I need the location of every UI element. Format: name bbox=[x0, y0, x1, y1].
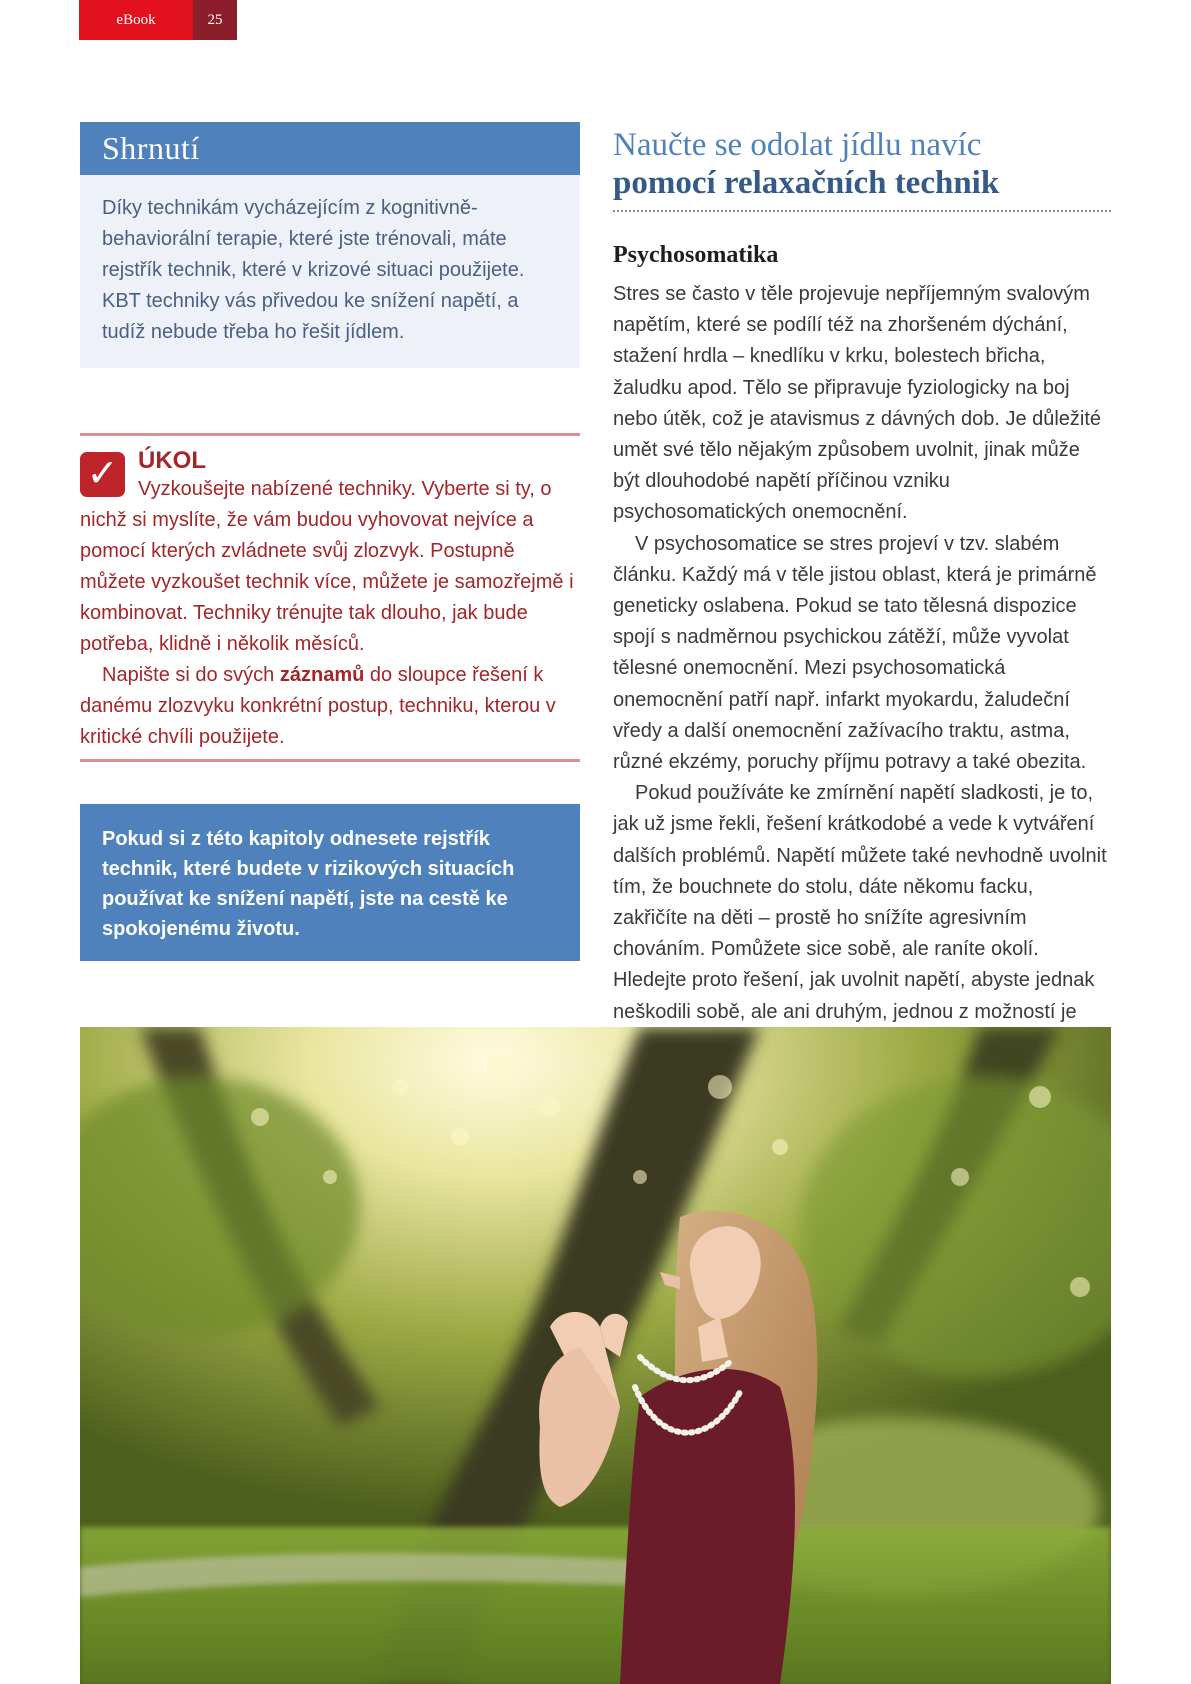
summary-box bbox=[80, 122, 580, 368]
photo-woman-meditating bbox=[80, 1027, 1111, 1684]
page-header bbox=[79, 0, 237, 40]
summary-text: Díky technikám vycházejícím z kognitivně-behaviorální terapie, které jste trénovali, máte rejstřík technik, které v krizové situaci použijete. KBT techniky vás přivedou ke snížení napětí, a tudíž nebude třeba ho řešit jídlem. bbox=[102, 197, 525, 343]
task-keyword: záznamů bbox=[279, 664, 365, 686]
task-paragraph-2: Napište si do svých záznamů do sloupce řešení k danému zlozvyku konkrétní postup, techniku, kterou v kritické chvíli použijete. bbox=[80, 664, 556, 748]
article-paragraph: Stres se často v těle projevuje nepříjemným svalovým napětím, které se podílí též na zhoršeném dýchání, stažení hrdla – knedlíku v krku, bolestech břicha, žaludku apod. Tělo se připravuje fyziologicky na boj nebo útěk, což je atavismus z dávných dob. Je důležité umět své tělo nějakým způsobem uvolnit, jinak může být dlouhodobé napětí příčinou vzniku psychosomatických onemocnění. bbox=[613, 283, 1102, 524]
highlight-callout: Pokud si z této kapitoly odnesete rejstřík technik, které budete v rizikových situacích používat ke snížení napětí, jste na cestě ke spokojenému životu. bbox=[80, 804, 580, 961]
task-box bbox=[80, 433, 580, 762]
task-title: ÚKOL bbox=[138, 447, 206, 474]
article-subheading: Psychosomatika bbox=[613, 242, 779, 268]
summary-title: Shrnutí bbox=[80, 122, 580, 175]
page-number: 25 bbox=[193, 0, 237, 40]
article-paragraph: V psychosomatice se stres projeví v tzv. slabém článku. Každý má v těle jistou oblast, která je primárně geneticky oslabena. Pokud se tato tělesná dispozice spojí s nadměrnou psychickou zátěží, může vyvolat tělesné onemocnění. Mezi psychosomatická onemocnění patří např. infarkt myokardu, žaludeční vředy a další onemocnění zažívacího traktu, astma, různé ekzémy, poruchy příjmu potravy a také obezita. bbox=[613, 532, 1097, 774]
task-paragraph-1: Vyzkoušejte nabízené techniky. Vyberte si ty, o nichž si myslíte, že vám budou vyhovovat nejvíce a pomocí kterých zvládnete svůj zlozvyk. Postupně můžete vyzkoušet technik více, můžete je samozřejmě i kombinovat. Techniky trénujte tak dlouho, jak bude potřeba, klidně i několik měsíců. bbox=[80, 478, 574, 655]
article-paragraph: Pokud používáte ke zmírnění napětí sladkosti, je to, jak už jsme řekli, řešení krátkodobé a vede k vytváření dalších problémů. Napětí můžete také nevhodně uvolnit tím, že bouchnete do stolu, dáte někomu facku, zakřičíte na děti – prostě ho snížíte agresivním chováním. Pomůžete sice sobě, ale raníte okolí. Hledejte proto řešení, jak uvolnit napětí, abyste jednak neškodili sobě, ale ani druhým, jednou z možností je bbox=[613, 782, 1107, 1023]
article-title-line-2: pomocí relaxačních technik bbox=[613, 165, 1000, 201]
article-title-line-1: Naučte se odolat jídlu navíc bbox=[613, 127, 982, 163]
checkmark-icon: ✓ bbox=[80, 452, 125, 497]
task-bottom-rule bbox=[80, 759, 580, 762]
dotted-divider bbox=[613, 210, 1111, 212]
article bbox=[613, 126, 1111, 1059]
ebook-label: eBook bbox=[79, 0, 193, 40]
article-body bbox=[613, 279, 1111, 1059]
